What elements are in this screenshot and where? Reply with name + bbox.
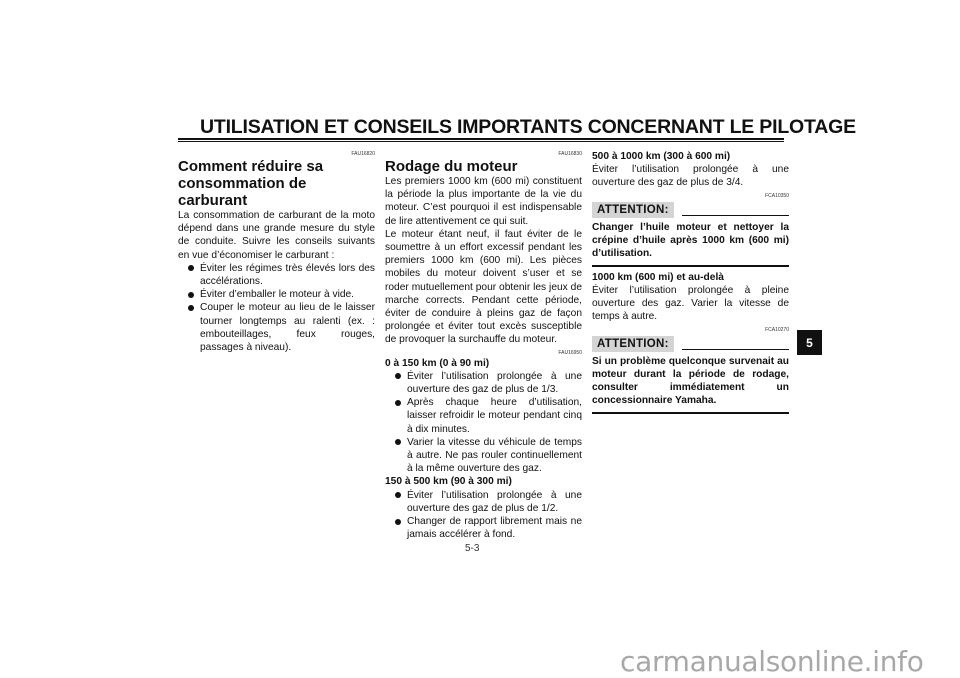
break-in-list (385, 489, 582, 542)
attention-rule (682, 215, 789, 217)
bullet-icon (188, 305, 194, 311)
bullet-icon (395, 519, 401, 525)
subheading: 150 à 500 km (90 à 300 mi) (385, 476, 512, 488)
list-item-text: Couper le moteur au lieu de le laisser tourner longtemps au ralenti (ex. : embouteillages, feux rouges, passages à niveau). (200, 302, 375, 354)
watermark: carmanualsonline.info (620, 645, 924, 678)
column-break-in-continued (592, 150, 789, 414)
list-item (385, 515, 582, 541)
list-item (178, 262, 375, 288)
tips-list (178, 262, 375, 354)
bullet-icon (395, 400, 401, 406)
reference-code: FAU16820 (351, 151, 375, 157)
paragraph: Le moteur étant neuf, il faut éviter de le soumettre à un effort excessif pendant les premiers 1000 km (600 mi). Les pièces mobiles du moteur doivent s’user et se roder mutuellement pour obtenir les jeux de marche corrects. Pendant cette période, éviter de conduire à pleins gaz de façon prolongée et éviter tout excès susceptible de provoquer la surchauffe du moteur. (385, 228, 582, 346)
list-item (178, 301, 375, 354)
bullet-icon (188, 265, 194, 271)
attention-box (592, 336, 789, 352)
header-rule-thin (178, 141, 784, 142)
list-item-text: Varier la vitesse du véhicule de temps à autre. Ne pas rouler continuellement à la même ouverture des gaz. (407, 436, 582, 475)
bullet-icon (395, 373, 401, 379)
subheading: 0 à 150 km (0 à 90 mi) (385, 357, 490, 369)
list-item-text: Éviter l’utilisation prolongée à une ouverture des gaz de plus de 1/2. (407, 489, 582, 514)
bullet-icon (188, 292, 194, 298)
attention-label: ATTENTION: (592, 336, 674, 352)
list-item-text: Changer de rapport librement mais ne jamais accélérer à fond. (407, 516, 582, 541)
paragraph: Éviter l’utilisation prolongée à une ouverture des gaz de plus de 3/4. (592, 164, 789, 189)
list-item-text: Éviter d’emballer le moteur à vide. (200, 289, 355, 301)
attention-text: Changer l’huile moteur et nettoyer la crépine d’huile après 1000 km (600 mi) d’utilisation. (592, 221, 789, 260)
paragraph: Les premiers 1000 km (600 mi) constituent la période la plus importante de la vie du moteur. C’est pourquoi il est indispensable de lire attentivement ce qui suit. (385, 176, 582, 227)
chapter-tab: 5 (797, 330, 822, 355)
subheading: 1000 km (600 mi) et au-delà (592, 271, 724, 283)
column-engine-break-in (385, 150, 582, 541)
page-number: 5-3 (465, 543, 480, 554)
bullet-icon (395, 439, 401, 445)
bullet-icon (395, 492, 401, 498)
header-rule (178, 138, 784, 140)
section-heading: Rodage du moteur (385, 158, 518, 175)
attention-bottom-rule (592, 265, 789, 267)
paragraph: Éviter l’utilisation prolongée à pleine ouverture des gaz. Varier la vitesse de temps à autre. (592, 284, 789, 323)
reference-code: FCA10350 (765, 192, 789, 199)
heading-line: consommation de carburant (178, 175, 307, 209)
reference-code: FAU16950 (558, 349, 582, 356)
list-item (178, 288, 375, 301)
attention-text: Si un problème quelconque survenait au moteur durant la période de rodage, consulter immédiatement un concessionnaire Yamaha. (592, 355, 789, 407)
list-item (385, 436, 582, 476)
heading-line: Comment réduire sa (178, 158, 324, 175)
list-item-text: Éviter l’utilisation prolongée à une ouverture des gaz de plus de 1/3. (407, 370, 582, 396)
list-item (385, 489, 582, 515)
attention-bottom-rule (592, 412, 789, 414)
section-heading (178, 158, 375, 209)
list-item-text: Après chaque heure d’utilisation, laisser refroidir le moteur pendant cinq à dix minutes. (407, 397, 582, 435)
intro-paragraph: La consommation de carburant de la moto dépend dans une grande mesure du style de conduite. Suivre les conseils suivants en vue d’économiser le carburant : (178, 210, 375, 261)
attention-rule (682, 349, 789, 351)
reference-code: FAU16830 (558, 151, 582, 157)
break-in-list (385, 370, 582, 476)
list-item (385, 396, 582, 436)
attention-box (592, 202, 789, 218)
list-item (385, 370, 582, 396)
list-item-text: Éviter les régimes très élevés lors des accélérations. (200, 262, 375, 288)
page-header-title: UTILISATION ET CONSEILS IMPORTANTS CONCERNANT LE PILOTAGE (200, 116, 856, 138)
attention-label: ATTENTION: (592, 202, 674, 218)
column-fuel-economy (178, 150, 375, 354)
subheading: 500 à 1000 km (300 à 600 mi) (592, 151, 731, 162)
reference-code: FCA10270 (765, 326, 789, 333)
